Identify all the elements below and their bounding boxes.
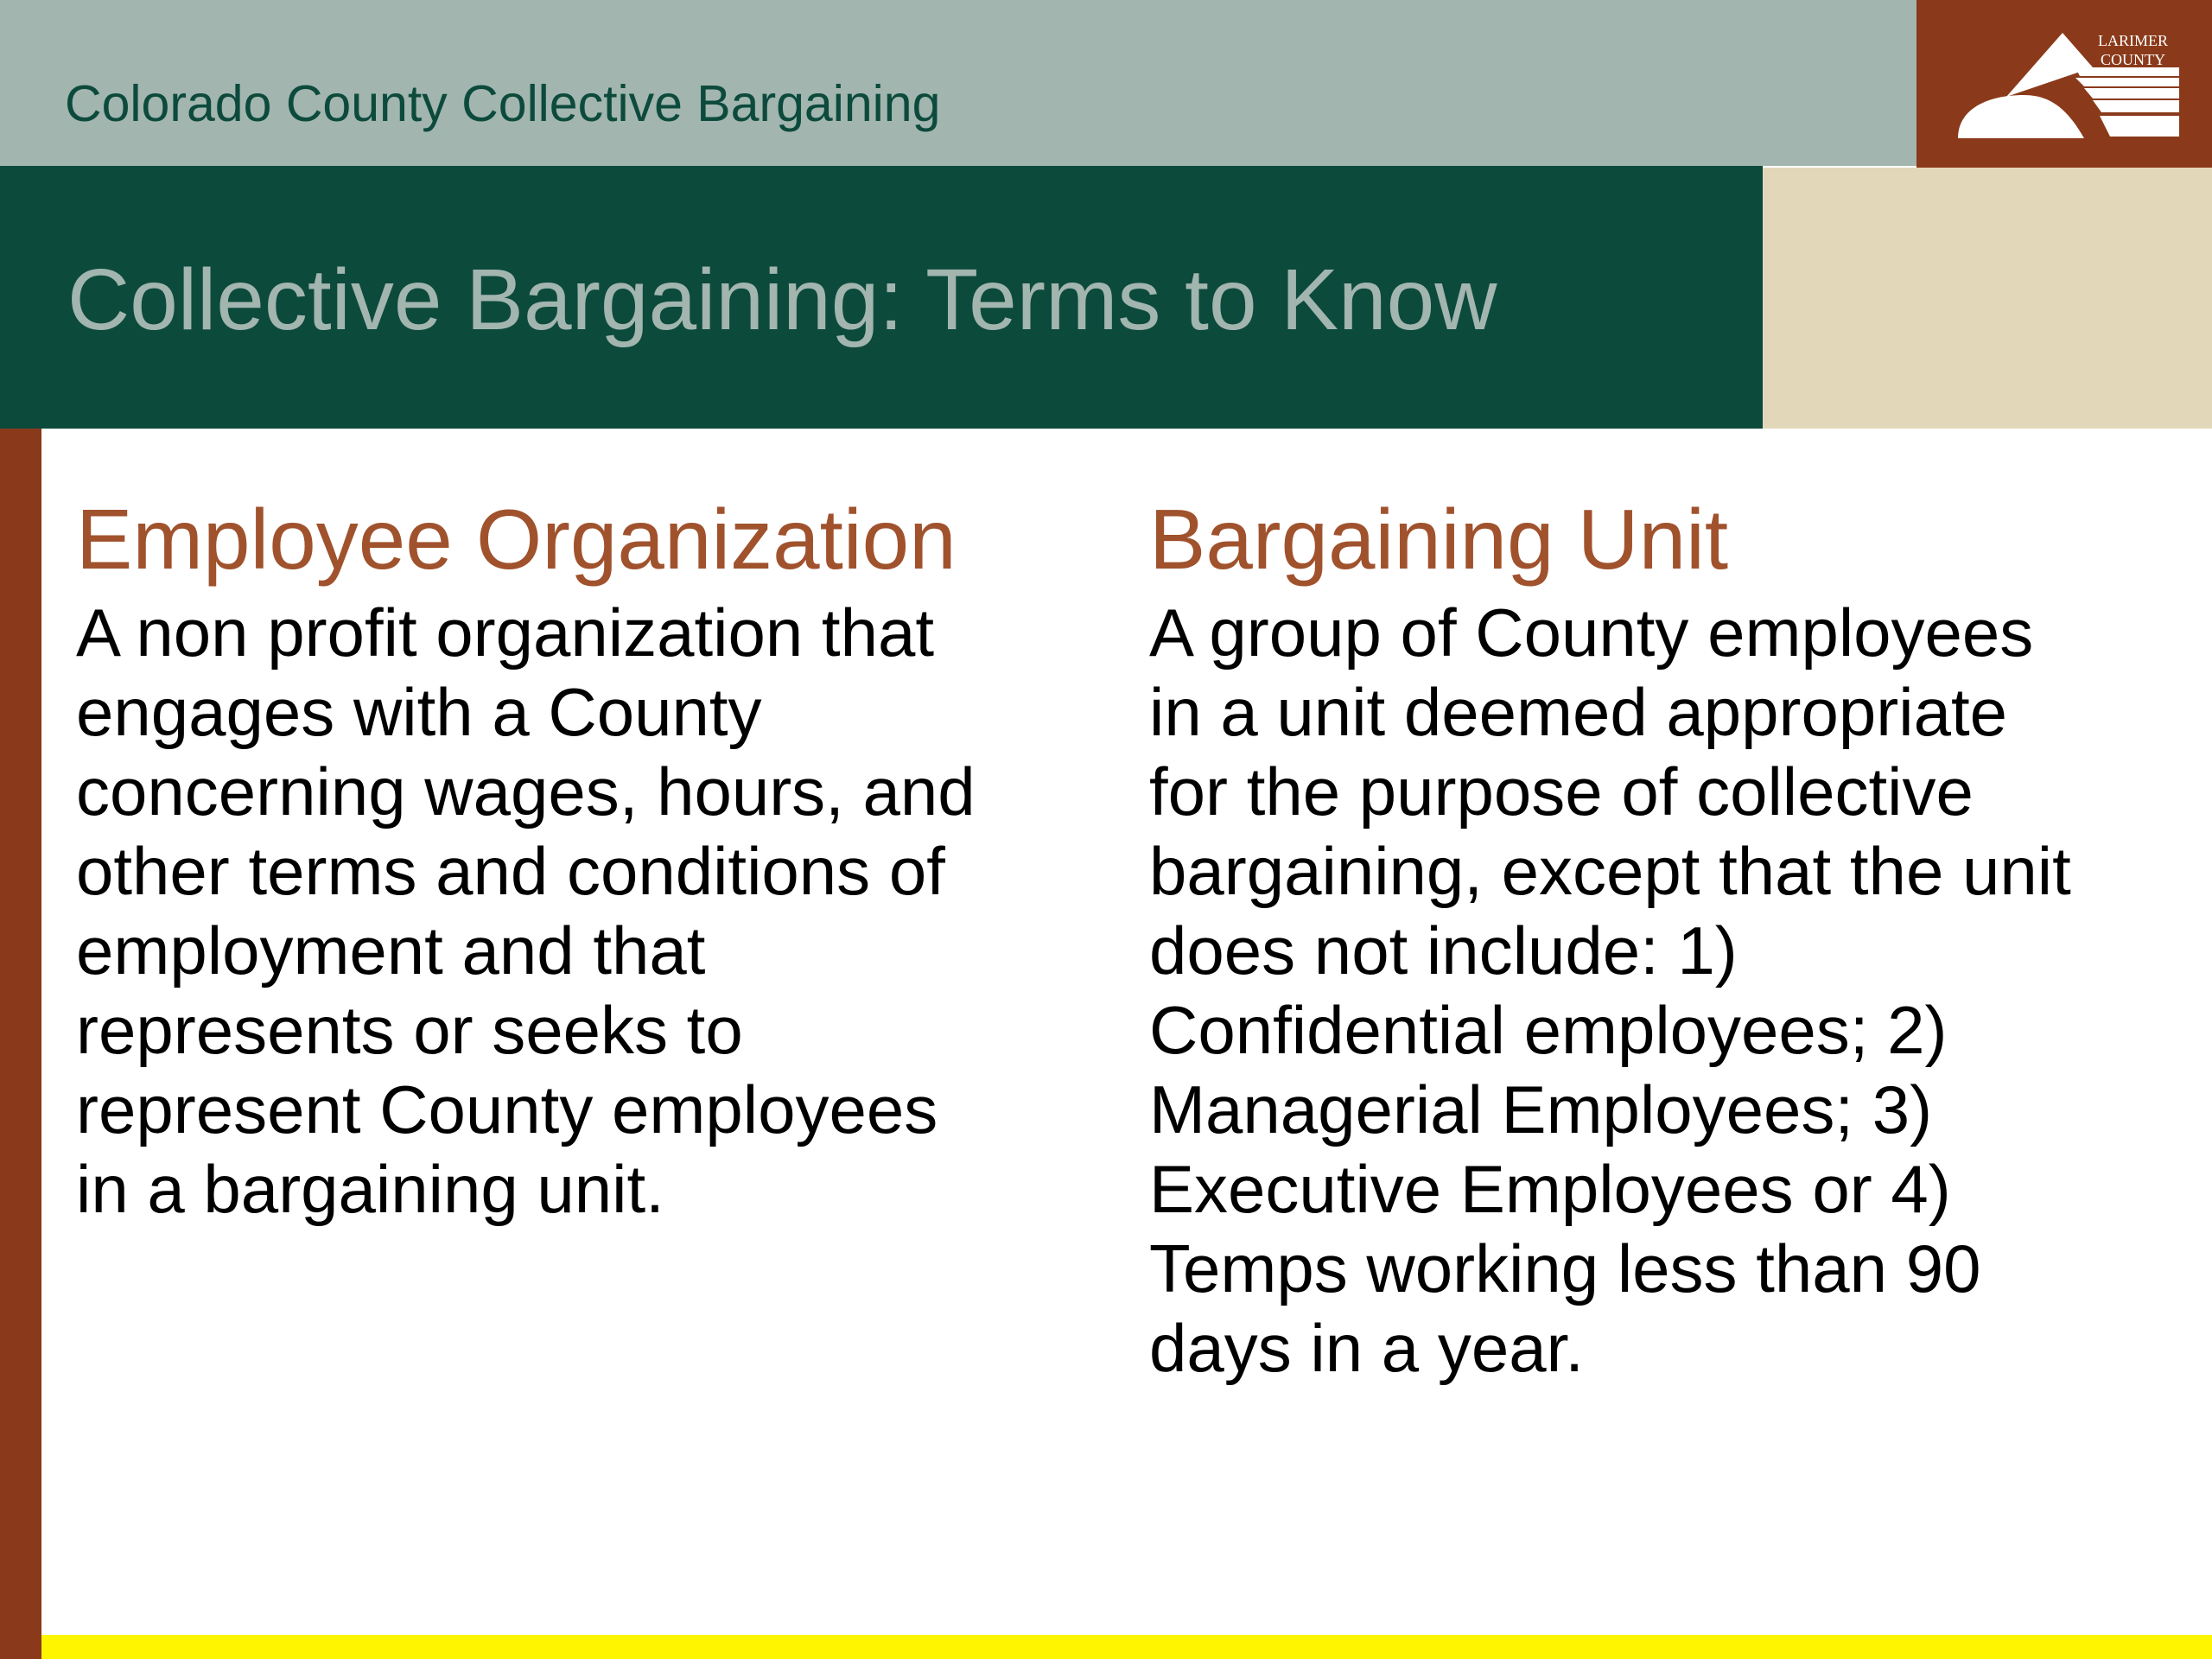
logo-text: LARIMER COUNTY (2098, 32, 2168, 68)
term-heading: Bargaining Unit (1149, 492, 1729, 587)
term-column-employee-organization (76, 491, 1078, 1229)
header-label: Colorado County Collective Bargaining (65, 75, 941, 132)
left-accent-rail (0, 429, 41, 1659)
bottom-accent-bar (41, 1635, 2212, 1659)
slide-title: Collective Bargaining: Terms to Know (67, 251, 1497, 348)
term-definition: A group of County employees in a unit deemed appropriate for the purpose of collective bargaining, except that the unit does not include: 1) Confidential employees; 2) Managerial Employees; 3) Executive Employees or 4) Temps working less than 90 days in a year. (1149, 594, 2071, 1386)
term-definition: A non profit organization that engages with a County concerning wages, hours, and other terms and conditions of employment and that represents or seeks to represent County employees in a bargaining unit. (76, 594, 976, 1227)
term-heading: Employee Organization (76, 492, 957, 587)
term-column-bargaining-unit (1149, 491, 2186, 1388)
decorative-block (1763, 168, 2212, 429)
